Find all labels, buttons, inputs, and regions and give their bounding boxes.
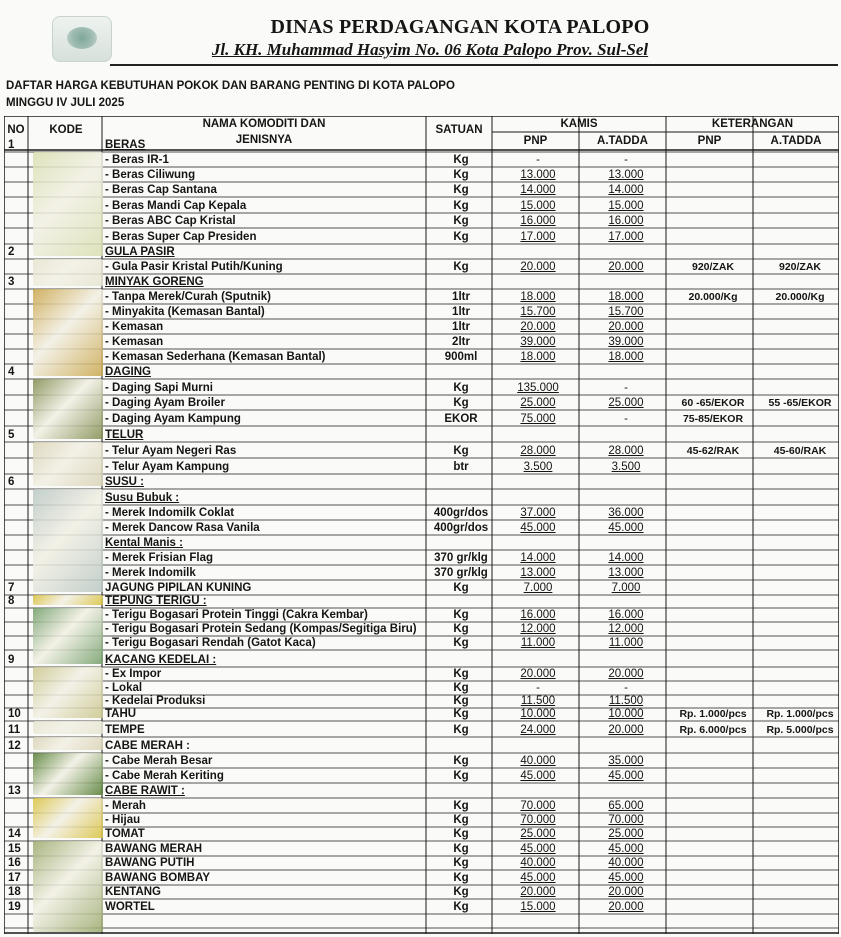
row-atd: 15.700 <box>608 306 644 318</box>
row-pnp: 25.000 <box>520 828 556 840</box>
header-kode: KODE <box>49 124 83 136</box>
agency-address: Jl. KH. Muhammad Hasyim No. 06 Kota Palopo Prov. Sul-Sel <box>211 40 649 59</box>
header-no: NO <box>7 124 25 136</box>
row-no: 7 <box>8 582 15 594</box>
row-pnp: 13.000 <box>520 169 556 181</box>
row-atd: 20.000 <box>608 668 644 680</box>
row-atd: 11.000 <box>608 637 644 649</box>
row-atd: 20.000 <box>608 321 644 333</box>
row-ka: 20.000/Kg <box>775 291 825 303</box>
row-no: 15 <box>8 843 21 855</box>
row-sat: Kg <box>453 382 469 394</box>
row-pnp: 39.000 <box>520 336 556 348</box>
red-chili-photo <box>33 753 103 795</box>
row-name: Kental Manis : <box>105 537 183 549</box>
row-pnp: 16.000 <box>520 215 556 227</box>
row-kp: 920/ZAK <box>691 261 734 273</box>
row-atd: 45.000 <box>608 872 644 884</box>
row-atd: 13.000 <box>608 567 644 579</box>
row-kp: Rp. 6.000/pcs <box>679 724 747 736</box>
row-name: BAWANG MERAH <box>105 843 203 855</box>
row-atd: 20.000 <box>608 261 644 273</box>
row-atd: 65.000 <box>608 800 644 812</box>
row-name: - Ex Impor <box>105 668 162 680</box>
row-no: 3 <box>8 276 15 288</box>
row-name: BAWANG PUTIH <box>105 857 195 869</box>
row-name: - Merek Indomilk Coklat <box>105 507 235 519</box>
row-atd: - <box>624 682 628 694</box>
letterhead-divider <box>110 64 838 66</box>
row-sat: Kg <box>453 200 469 212</box>
row-pnp: 45.000 <box>520 770 556 782</box>
row-name: - Cabe Merah Besar <box>105 755 213 767</box>
row-no: 17 <box>8 872 21 884</box>
soybean-photo <box>33 667 103 718</box>
row-pnp: 37.000 <box>520 507 556 519</box>
row-sat: Kg <box>453 397 469 409</box>
row-name: TEMPE <box>105 724 145 736</box>
row-name: - Kemasan <box>105 321 164 333</box>
row-no: 6 <box>8 476 15 488</box>
row-sat: Kg <box>453 872 469 884</box>
row-pnp: 40.000 <box>520 857 556 869</box>
row-no: 11 <box>8 724 21 736</box>
row-atd: 7.000 <box>611 582 641 594</box>
row-pnp: 15.000 <box>520 901 556 913</box>
vegetables-photo <box>33 841 103 932</box>
corn-photo <box>33 595 103 605</box>
flour-photo <box>33 608 103 664</box>
header-atadda: A.TADDA <box>597 135 648 147</box>
row-name: KACANG KEDELAI : <box>105 654 217 666</box>
row-sat: Kg <box>453 886 469 898</box>
row-atd: 13.000 <box>608 169 644 181</box>
row-atd: 18.000 <box>608 291 644 303</box>
row-sat: 1ltr <box>452 306 470 318</box>
row-name: BAWANG BOMBAY <box>105 872 210 884</box>
row-pnp: 15.700 <box>520 306 556 318</box>
row-no: 12 <box>8 740 21 752</box>
row-name: - Beras Mandi Cap Kepala <box>105 200 247 212</box>
row-atd: 11.500 <box>608 695 644 707</box>
row-atd: 20.000 <box>608 886 644 898</box>
row-name: - Gula Pasir Kristal Putih/Kuning <box>105 261 283 273</box>
row-sat: btr <box>453 461 469 473</box>
row-name: - Terigu Bogasari Protein Tinggi (Cakra Kembar) <box>105 609 368 621</box>
row-name: - Kedelai Produksi <box>105 695 206 707</box>
row-atd: 39.000 <box>608 336 644 348</box>
row-atd: 16.000 <box>608 215 644 227</box>
header-kamis: KAMIS <box>560 118 598 130</box>
row-name: MINYAK GORENG <box>105 276 204 288</box>
row-name: - Beras IR-1 <box>105 154 169 166</box>
row-pnp: 75.000 <box>520 413 556 425</box>
row-pnp: 45.000 <box>520 522 556 534</box>
row-atd: 25.000 <box>608 828 644 840</box>
row-name: TEPUNG TERIGU : <box>105 595 207 607</box>
row-pnp: 45.000 <box>520 843 556 855</box>
milk-photo <box>33 489 103 592</box>
row-name: GULA PASIR <box>105 246 175 258</box>
row-atd: 14.000 <box>608 552 644 564</box>
row-sat: EKOR <box>444 413 478 425</box>
row-sat: Kg <box>453 724 469 736</box>
row-name: - Merah <box>105 800 146 812</box>
row-name: CABE RAWIT : <box>105 785 185 797</box>
row-atd: 14.000 <box>608 184 644 196</box>
row-name: - Beras Super Cap Presiden <box>105 231 257 243</box>
row-sat: Kg <box>453 623 469 635</box>
row-atd: 18.000 <box>608 351 644 363</box>
row-sat: Kg <box>453 231 469 243</box>
row-name: - Lokal <box>105 682 143 694</box>
row-atd: 12.000 <box>608 623 644 635</box>
row-sat: Kg <box>453 695 469 707</box>
row-sat: 370 gr/klg <box>434 567 488 579</box>
row-pnp: 20.000 <box>520 261 556 273</box>
row-atd: - <box>624 382 628 394</box>
row-name: DAGING <box>105 366 151 378</box>
row-name: Susu Bubuk : <box>105 492 180 504</box>
row-atd: 25.000 <box>608 397 644 409</box>
meat-photo <box>33 379 103 439</box>
document-week: MINGGU IV JULI 2025 <box>6 97 125 109</box>
tofu-photo <box>33 721 103 734</box>
row-name: - Beras ABC Cap Kristal <box>105 215 236 227</box>
row-pnp: 135.000 <box>517 382 559 394</box>
row-sat: Kg <box>453 445 469 457</box>
row-pnp: 14.000 <box>520 552 556 564</box>
row-sat: Kg <box>453 857 469 869</box>
row-sat: 1ltr <box>452 291 470 303</box>
row-pnp: 10.000 <box>520 708 556 720</box>
row-no: 5 <box>8 429 15 441</box>
row-name: - Beras Ciliwung <box>105 169 196 181</box>
tempe-photo <box>33 737 103 750</box>
row-atd: 40.000 <box>608 857 644 869</box>
row-name: - Terigu Bogasari Protein Sedang (Kompas/Segitiga Biru) <box>105 623 417 635</box>
row-kp: Rp. 1.000/pcs <box>679 708 747 720</box>
row-sat: Kg <box>453 755 469 767</box>
row-pnp: 15.000 <box>520 200 556 212</box>
row-name: - Merek Indomilk <box>105 567 196 579</box>
row-name: - Kemasan Sederhana (Kemasan Bantal) <box>105 351 326 363</box>
row-pnp: 3.500 <box>523 461 553 473</box>
row-sat: Kg <box>453 668 469 680</box>
row-no: 9 <box>8 654 15 666</box>
coat-of-arms-logo <box>52 16 112 62</box>
row-no: 18 <box>8 886 21 898</box>
row-pnp: 18.000 <box>520 291 556 303</box>
row-pnp: 28.000 <box>520 445 556 457</box>
row-atd: 36.000 <box>608 507 644 519</box>
row-sat: Kg <box>453 800 469 812</box>
row-atd: 20.000 <box>608 901 644 913</box>
row-name: TOMAT <box>105 828 145 840</box>
row-pnp: 16.000 <box>520 609 556 621</box>
row-no: 10 <box>8 708 21 720</box>
row-atd: 16.000 <box>608 609 644 621</box>
row-name: - Telur Ayam Negeri Ras <box>105 445 237 457</box>
row-name: - Cabe Merah Keriting <box>105 770 224 782</box>
row-no: 8 <box>8 595 15 607</box>
row-ka: Rp. 5.000/pcs <box>766 724 834 736</box>
row-sat: Kg <box>453 770 469 782</box>
row-no: 13 <box>8 785 21 797</box>
row-kp: 60 -65/EKOR <box>681 397 745 409</box>
row-pnp: 45.000 <box>520 872 556 884</box>
row-no: 19 <box>8 901 21 913</box>
price-table <box>4 116 839 934</box>
row-pnp: 12.000 <box>520 623 556 635</box>
header-ket-atadda: A.TADDA <box>770 135 822 147</box>
row-no: 4 <box>8 366 15 378</box>
row-atd: 45.000 <box>608 843 644 855</box>
row-name: - Daging Ayam Broiler <box>105 397 225 409</box>
row-pnp: 20.000 <box>520 886 556 898</box>
row-pnp: 20.000 <box>520 321 556 333</box>
row-sat: Kg <box>453 261 469 273</box>
row-atd: 35.000 <box>608 755 644 767</box>
row-atd: - <box>624 154 628 166</box>
row-pnp: 40.000 <box>520 755 556 767</box>
row-no: 16 <box>8 857 21 869</box>
row-sat: Kg <box>453 901 469 913</box>
row-no: 2 <box>8 246 15 258</box>
row-atd: - <box>624 413 628 425</box>
row-name: - Minyakita (Kemasan Bantal) <box>105 306 265 318</box>
header-satuan: SATUAN <box>435 124 483 136</box>
row-sat: Kg <box>453 843 469 855</box>
row-name: - Kemasan <box>105 336 164 348</box>
row-sat: Kg <box>453 609 469 621</box>
row-pnp: 20.000 <box>520 668 556 680</box>
row-name: TELUR <box>105 429 144 441</box>
row-name: - Telur Ayam Kampung <box>105 461 230 473</box>
header-keterangan: KETERANGAN <box>711 118 794 130</box>
egg-photo <box>33 442 103 486</box>
row-pnp: 7.000 <box>523 582 553 594</box>
row-ka: 45-60/RAK <box>773 445 827 457</box>
header-nama-line1: NAMA KOMODITI DAN <box>202 118 326 130</box>
row-pnp: 11.000 <box>520 637 556 649</box>
header-ket-pnp: PNP <box>697 135 722 147</box>
row-kp: 20.000/Kg <box>688 291 738 303</box>
row-sat: 400gr/dos <box>433 507 489 519</box>
row-name: - Daging Sapi Murni <box>105 382 213 394</box>
row-sat: 1ltr <box>452 321 470 333</box>
row-kp: 45-62/RAK <box>686 445 740 457</box>
row-name: SUSU : <box>105 476 144 488</box>
row-pnp: 14.000 <box>520 184 556 196</box>
row-name: KENTANG <box>105 886 162 898</box>
row-sat: 400gr/dos <box>433 522 489 534</box>
row-atd: 45.000 <box>608 522 644 534</box>
row-pnp: 25.000 <box>520 397 556 409</box>
row-name: - Merek Frisian Flag <box>105 552 214 564</box>
agency-name: DINAS PERDAGANGAN KOTA PALOPO <box>270 16 650 38</box>
row-pnp: 18.000 <box>520 351 556 363</box>
row-ka: 55 -65/EKOR <box>768 397 832 409</box>
header-pnp: PNP <box>523 135 548 147</box>
row-name: - Hijau <box>105 814 141 826</box>
row-atd: 45.000 <box>608 770 644 782</box>
document-title: DAFTAR HARGA KEBUTUHAN POKOK DAN BARANG PENTING DI KOTA PALOPO <box>6 80 455 92</box>
row-no: 14 <box>8 828 21 840</box>
row-name: JAGUNG PIPILAN KUNING <box>105 582 252 594</box>
rice-photo <box>33 152 103 256</box>
row-sat: Kg <box>453 184 469 196</box>
row-pnp: 13.000 <box>520 567 556 579</box>
row-ka: Rp. 1.000/pcs <box>766 708 834 720</box>
row-sat: 370 gr/klg <box>434 552 488 564</box>
row-sat: 2ltr <box>452 336 470 348</box>
row-atd: 28.000 <box>608 445 644 457</box>
row-sat: Kg <box>453 215 469 227</box>
row-atd: 15.000 <box>608 200 644 212</box>
row-name: BERAS <box>105 139 146 151</box>
sugar-photo <box>33 259 103 286</box>
row-sat: Kg <box>453 682 469 694</box>
row-name: TAHU <box>105 708 137 720</box>
row-name: WORTEL <box>105 901 155 913</box>
row-atd: 10.000 <box>608 708 644 720</box>
bird-chili-photo <box>33 798 103 838</box>
row-sat: Kg <box>453 637 469 649</box>
row-sat: Kg <box>453 154 469 166</box>
emblem-icon <box>67 27 97 49</box>
row-atd: 3.500 <box>611 461 641 473</box>
row-name: - Merek Dancow Rasa Vanila <box>105 522 260 534</box>
row-pnp: - <box>536 682 540 694</box>
row-pnp: 17.000 <box>520 231 556 243</box>
row-name: CABE MERAH : <box>105 740 190 752</box>
row-name: - Terigu Bogasari Rendah (Gatot Kaca) <box>105 637 316 649</box>
row-atd: 70.000 <box>608 814 644 826</box>
row-sat: Kg <box>453 814 469 826</box>
row-sat: Kg <box>453 169 469 181</box>
row-pnp: - <box>536 154 540 166</box>
row-sat: Kg <box>453 582 469 594</box>
row-sat: 900ml <box>444 351 478 363</box>
row-pnp: 11.500 <box>520 695 556 707</box>
cooking-oil-photo <box>33 289 103 376</box>
row-ka: 920/ZAK <box>778 261 821 273</box>
row-name: - Tanpa Merek/Curah (Sputnik) <box>105 291 271 303</box>
row-pnp: 70.000 <box>520 800 556 812</box>
row-atd: 17.000 <box>608 231 644 243</box>
row-atd: 20.000 <box>608 724 644 736</box>
row-no: 1 <box>8 139 15 151</box>
row-name: - Beras Cap Santana <box>105 184 217 196</box>
row-kp: 75-85/EKOR <box>682 413 744 425</box>
row-pnp: 70.000 <box>520 814 556 826</box>
row-name: - Daging Ayam Kampung <box>105 413 241 425</box>
header-nama-line2: JENISNYA <box>235 134 293 146</box>
row-sat: Kg <box>453 828 469 840</box>
row-pnp: 24.000 <box>520 724 556 736</box>
row-sat: Kg <box>453 708 469 720</box>
